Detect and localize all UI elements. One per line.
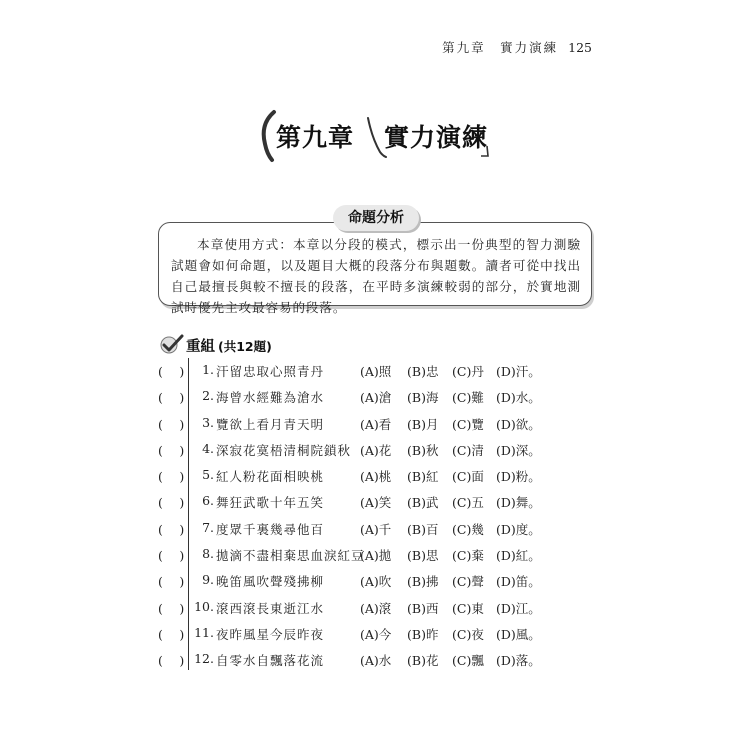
chapter-name: 實力演練 — [384, 123, 489, 152]
option-c: (C)幾 — [452, 521, 484, 537]
question-number: 2. — [202, 388, 214, 404]
option-a: (A)照 — [360, 364, 392, 379]
option-c: (C)棄 — [452, 548, 484, 564]
option-b: (B)西 — [407, 600, 439, 616]
option-d: (D)度。 — [496, 521, 541, 537]
option-b: (B)海 — [407, 390, 439, 406]
option-a: (A)笑 — [360, 495, 392, 511]
question-row — [158, 463, 578, 489]
option-b: (B)百 — [407, 521, 439, 537]
question-number: 9. — [202, 572, 214, 588]
option-d: (D)落。 — [496, 653, 541, 669]
answer-blank[interactable]: ( ) — [158, 364, 187, 379]
question-row — [158, 516, 578, 542]
analysis-box — [158, 222, 592, 315]
question-text: 夜昨風星今辰昨夜 — [216, 626, 325, 642]
answer-blank[interactable]: ( ) — [158, 521, 187, 537]
running-chapter: 第九章 實力演練 — [442, 40, 559, 55]
option-d: (D)深。 — [496, 442, 541, 458]
option-c: (C)飄 — [452, 653, 484, 669]
section-title-text: 重組 — [186, 339, 215, 355]
option-b: (B)思 — [407, 548, 439, 564]
option-c: (C)丹 — [452, 364, 484, 379]
option-b: (B)秋 — [407, 442, 439, 458]
option-d: (D)粉。 — [496, 469, 541, 485]
option-c: (C)東 — [452, 600, 484, 616]
answer-blank[interactable]: ( ) — [158, 653, 187, 669]
option-c: (C)夜 — [452, 626, 484, 642]
question-row — [158, 542, 578, 568]
question-row — [158, 437, 578, 463]
question-number: 7. — [202, 519, 214, 535]
question-number: 12. — [194, 651, 214, 667]
question-number: 11. — [194, 624, 214, 640]
question-row — [158, 411, 578, 437]
option-a: (A)千 — [360, 521, 392, 537]
option-d: (D)笛。 — [496, 574, 541, 590]
question-text: 紅人粉花面相映桃 — [216, 469, 325, 485]
question-text: 度眾千裏幾尋他百 — [216, 521, 325, 537]
question-text: 深寂花寞梧清桐院鎖秋 — [216, 442, 352, 458]
option-a: (A)桃 — [360, 469, 392, 485]
question-row — [158, 489, 578, 515]
question-row — [158, 358, 578, 384]
question-row — [158, 384, 578, 410]
running-header — [442, 38, 592, 56]
answer-blank[interactable]: ( ) — [158, 469, 187, 485]
question-number: 8. — [202, 546, 214, 562]
question-row — [158, 568, 578, 594]
option-d: (D)舞。 — [496, 495, 541, 511]
question-number: 4. — [202, 440, 214, 456]
question-text: 滾西滾長東逝江水 — [216, 600, 325, 616]
option-d: (D)汗。 — [496, 364, 541, 379]
option-d: (D)風。 — [496, 626, 541, 642]
answer-blank[interactable]: ( ) — [158, 574, 187, 590]
question-number: 6. — [202, 493, 214, 509]
option-c: (C)五 — [452, 495, 484, 511]
question-row — [158, 595, 578, 621]
option-a: (A)水 — [360, 653, 392, 669]
section-title — [186, 335, 272, 356]
question-row — [158, 621, 578, 647]
question-count: (共12題) — [218, 339, 272, 354]
answer-blank[interactable]: ( ) — [158, 548, 187, 564]
answer-blank[interactable]: ( ) — [158, 626, 187, 642]
answer-blank[interactable]: ( ) — [158, 442, 187, 458]
question-text: 自零水自飄落花流 — [216, 653, 325, 669]
option-a: (A)滾 — [360, 600, 392, 616]
option-a: (A)滄 — [360, 390, 392, 406]
chapter-title — [252, 108, 502, 160]
option-b: (B)武 — [407, 495, 439, 511]
option-b: (B)紅 — [407, 469, 439, 485]
option-b: (B)拂 — [407, 574, 439, 590]
option-c: (C)聲 — [452, 574, 484, 590]
analysis-tag: 命題分析 — [333, 205, 419, 231]
chapter-number: 第九章 — [276, 123, 355, 152]
question-text: 拋滴不盡相棄思血淚紅豆 — [216, 548, 365, 564]
analysis-text: 本章使用方式：本章以分段的模式，標示出一份典型的智力測驗試題會如何命題，以及題目大概的段落分布與題數。讀者可從中找出自己最擅長與較不擅長的段落，在平時多演練較弱的部分，於實地測試時優先主攻最容易的段落。 — [171, 237, 581, 315]
option-b: (B)月 — [407, 416, 439, 432]
page-number: 125 — [568, 40, 592, 55]
question-number: 3. — [202, 414, 214, 430]
answer-blank[interactable]: ( ) — [158, 416, 187, 432]
question-number: 5. — [202, 467, 214, 483]
option-b: (B)昨 — [407, 626, 439, 642]
option-d: (D)欲。 — [496, 416, 541, 432]
question-row — [158, 647, 578, 673]
option-a: (A)看 — [360, 416, 392, 432]
option-b: (B)忠 — [407, 364, 439, 379]
question-text: 覽欲上看月青天明 — [216, 416, 325, 432]
question-number: 1. — [202, 362, 214, 377]
answer-blank[interactable]: ( ) — [158, 495, 187, 511]
check-mark-icon — [160, 334, 184, 354]
option-c: (C)覽 — [452, 416, 484, 432]
question-list — [158, 358, 578, 674]
question-text: 晚笛風吹聲殘拂柳 — [216, 574, 325, 590]
option-d: (D)江。 — [496, 600, 541, 616]
option-a: (A)吹 — [360, 574, 392, 590]
question-text: 海曾水經難為滄水 — [216, 390, 325, 406]
question-text: 舞狂武歌十年五笑 — [216, 495, 325, 511]
option-b: (B)花 — [407, 653, 439, 669]
answer-blank[interactable]: ( ) — [158, 600, 187, 616]
option-a: (A)拋 — [360, 548, 392, 564]
question-number: 10. — [194, 598, 214, 614]
answer-blank[interactable]: ( ) — [158, 390, 187, 406]
option-d: (D)水。 — [496, 390, 541, 406]
option-c: (C)難 — [452, 390, 484, 406]
option-a: (A)花 — [360, 442, 392, 458]
option-c: (C)面 — [452, 469, 484, 485]
option-d: (D)紅。 — [496, 548, 541, 564]
option-a: (A)今 — [360, 626, 392, 642]
option-c: (C)清 — [452, 442, 484, 458]
question-text: 汗留忠取心照青丹 — [216, 364, 325, 379]
